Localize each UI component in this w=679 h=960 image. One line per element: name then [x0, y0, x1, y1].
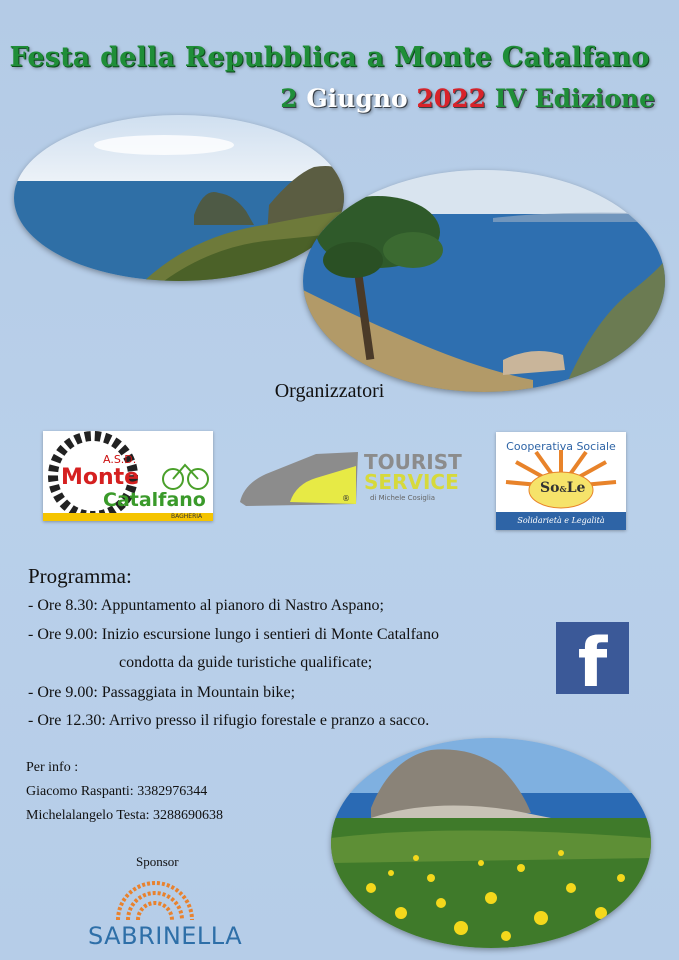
facebook-glyph: f	[577, 624, 608, 703]
service-text: SERVICE	[364, 470, 459, 494]
coast-cliff-illustration	[14, 115, 344, 281]
date-year: 2022	[416, 84, 486, 113]
asd-label: A.S.D.	[103, 453, 137, 466]
date-day: 2	[280, 84, 298, 113]
organizers-label: Organizzatori	[274, 380, 385, 402]
coop-title: Cooperativa Sociale	[506, 440, 616, 453]
asd-catalfano-text: Catalfano	[103, 489, 206, 511]
cooperativa-sole-logo	[496, 432, 626, 530]
registered-mark: ®	[342, 494, 350, 503]
program-item: - Ore 8.30: Appuntamento al pianoro di Nastro Aspano;	[28, 597, 384, 614]
edition-label: IV Edizione	[494, 84, 655, 113]
coop-logo-amp: &	[559, 484, 567, 494]
coop-logo-le: Le	[566, 480, 586, 496]
event-title: Festa della Repubblica a Monte Catalfano	[9, 42, 650, 73]
program-item: condotta da guide turistiche qualificate;	[119, 654, 373, 671]
pine-tree-illustration	[303, 170, 665, 392]
pine-tree-sea-photo	[303, 170, 665, 392]
program-title: Programma:	[28, 564, 132, 588]
date-month: Giugno	[306, 84, 408, 113]
event-date-edition	[280, 84, 655, 113]
flower-field-illustration	[331, 738, 651, 948]
sabrinella-logo	[112, 878, 198, 920]
sabrinella-sun-graphic	[112, 878, 198, 920]
contact-1: Giacomo Raspanti: 3382976344	[26, 784, 208, 799]
coast-cliff-photo	[14, 115, 344, 281]
info-label: Per info :	[26, 760, 79, 775]
flower-field-mountain-photo	[331, 738, 651, 948]
program-item: - Ore 9.00: Inizio escursione lungo i sentieri di Monte Catalfano	[28, 626, 440, 643]
contact-2: Michelalangelo Testa: 3288690638	[26, 808, 224, 823]
asd-city-text: BAGHERIA	[171, 513, 203, 520]
facebook-icon[interactable]	[556, 622, 629, 703]
tourist-service-logo	[236, 444, 476, 514]
coop-tagline: Solidarietà e Legalità	[517, 516, 605, 525]
coop-logo-text	[540, 480, 585, 496]
tourist-owner-text: di Michele Cosiglia	[370, 494, 436, 502]
tourist-text: TOURIST	[364, 450, 462, 474]
sponsor-label: Sponsor	[136, 854, 179, 869]
program-item: - Ore 12.30: Arrivo presso il rifugio forestale e pranzo a sacco.	[28, 712, 430, 729]
sabrinella-name: SABRINELLA	[88, 922, 243, 950]
asd-monte-catalfano-logo	[43, 431, 213, 521]
asd-monte-text: Monte	[61, 465, 140, 490]
program-item: - Ore 9.00: Passaggiata in Mountain bike;	[28, 684, 296, 701]
coop-logo-so: So	[540, 480, 560, 496]
